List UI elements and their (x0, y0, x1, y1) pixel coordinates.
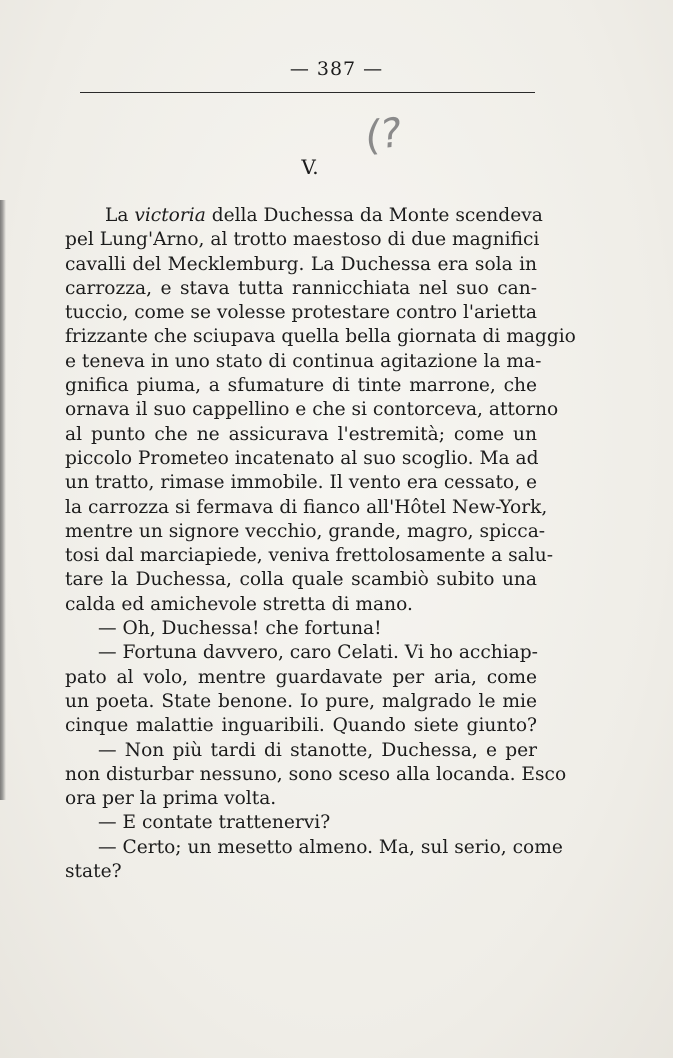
text-line: un tratto, rimase immobile. Il vento era cessato, e (65, 472, 537, 494)
text-line: mentre un signore vecchio, grande, magro, spicca- (65, 520, 546, 542)
text-segment: La (105, 205, 135, 226)
text-line: tuccio, come se volesse protestare contro l'arietta (65, 302, 537, 324)
text-line: carrozza, e stava tutta rannicchiata nel suo can- (65, 277, 537, 299)
body-text (65, 204, 576, 884)
text-line (65, 204, 543, 228)
text-line: tosi dal marciapiede, veniva frettolosamente a salu- (65, 545, 553, 567)
italic-word: victoria (134, 205, 206, 226)
page-binding-shadow (0, 200, 6, 800)
text-line: al punto che ne assicurava l'estremità; come un (65, 423, 537, 445)
header-rule (80, 92, 535, 93)
text-line: cavalli del Mecklemburg. La Duchessa era sola in (65, 253, 537, 275)
chapter-heading: V. (301, 155, 319, 179)
handwritten-pencil-mark: (? (361, 109, 405, 161)
page-number: — 387 — (289, 58, 384, 80)
text-line: — E contate trattenervi? (98, 812, 331, 834)
text-line: state? (65, 861, 122, 883)
text-line: non disturbar nessuno, sono sceso alla locanda. Esco (65, 763, 567, 785)
text-line: frizzante che sciupava quella bella giornata di maggio (65, 326, 576, 348)
text-line: la carrozza si fermava di fianco all'Hôtel New-York, (65, 496, 548, 518)
text-line: calda ed amichevole stretta di mano. (65, 593, 413, 615)
text-line: — Non più tardi di stanotte, Duchessa, e per (98, 739, 537, 761)
text-line: — Oh, Duchessa! che fortuna! (98, 618, 382, 640)
text-line: ornava il suo cappellino e che si contorceva, attorno (65, 399, 559, 421)
text-line: gnifica piuma, a sfumature di tinte marrone, che (65, 375, 537, 397)
text-line: cinque malattie inguaribili. Quando siete giunto? (65, 715, 537, 737)
text-line: un poeta. State benone. Io pure, malgrado le mie (65, 690, 537, 712)
text-line: e teneva in uno stato di continua agitazione la ma- (65, 350, 542, 372)
text-line: pato al volo, mentre guardavate per aria, come (65, 666, 537, 688)
text-line: — Certo; un mesetto almeno. Ma, sul serio, come (98, 836, 563, 858)
text-line: tare la Duchessa, colla quale scambiò subito una (65, 569, 537, 591)
text-line: — Fortuna davvero, caro Celati. Vi ho acchiap- (98, 642, 538, 664)
text-line: piccolo Prometeo incatenato al suo scoglio. Ma ad (65, 447, 539, 469)
text-line: pel Lung'Arno, al trotto maestoso di due magnifici (65, 229, 540, 251)
text-line: ora per la prima volta. (65, 788, 277, 810)
text-segment: della Duchessa da Monte scendeva (205, 205, 543, 226)
